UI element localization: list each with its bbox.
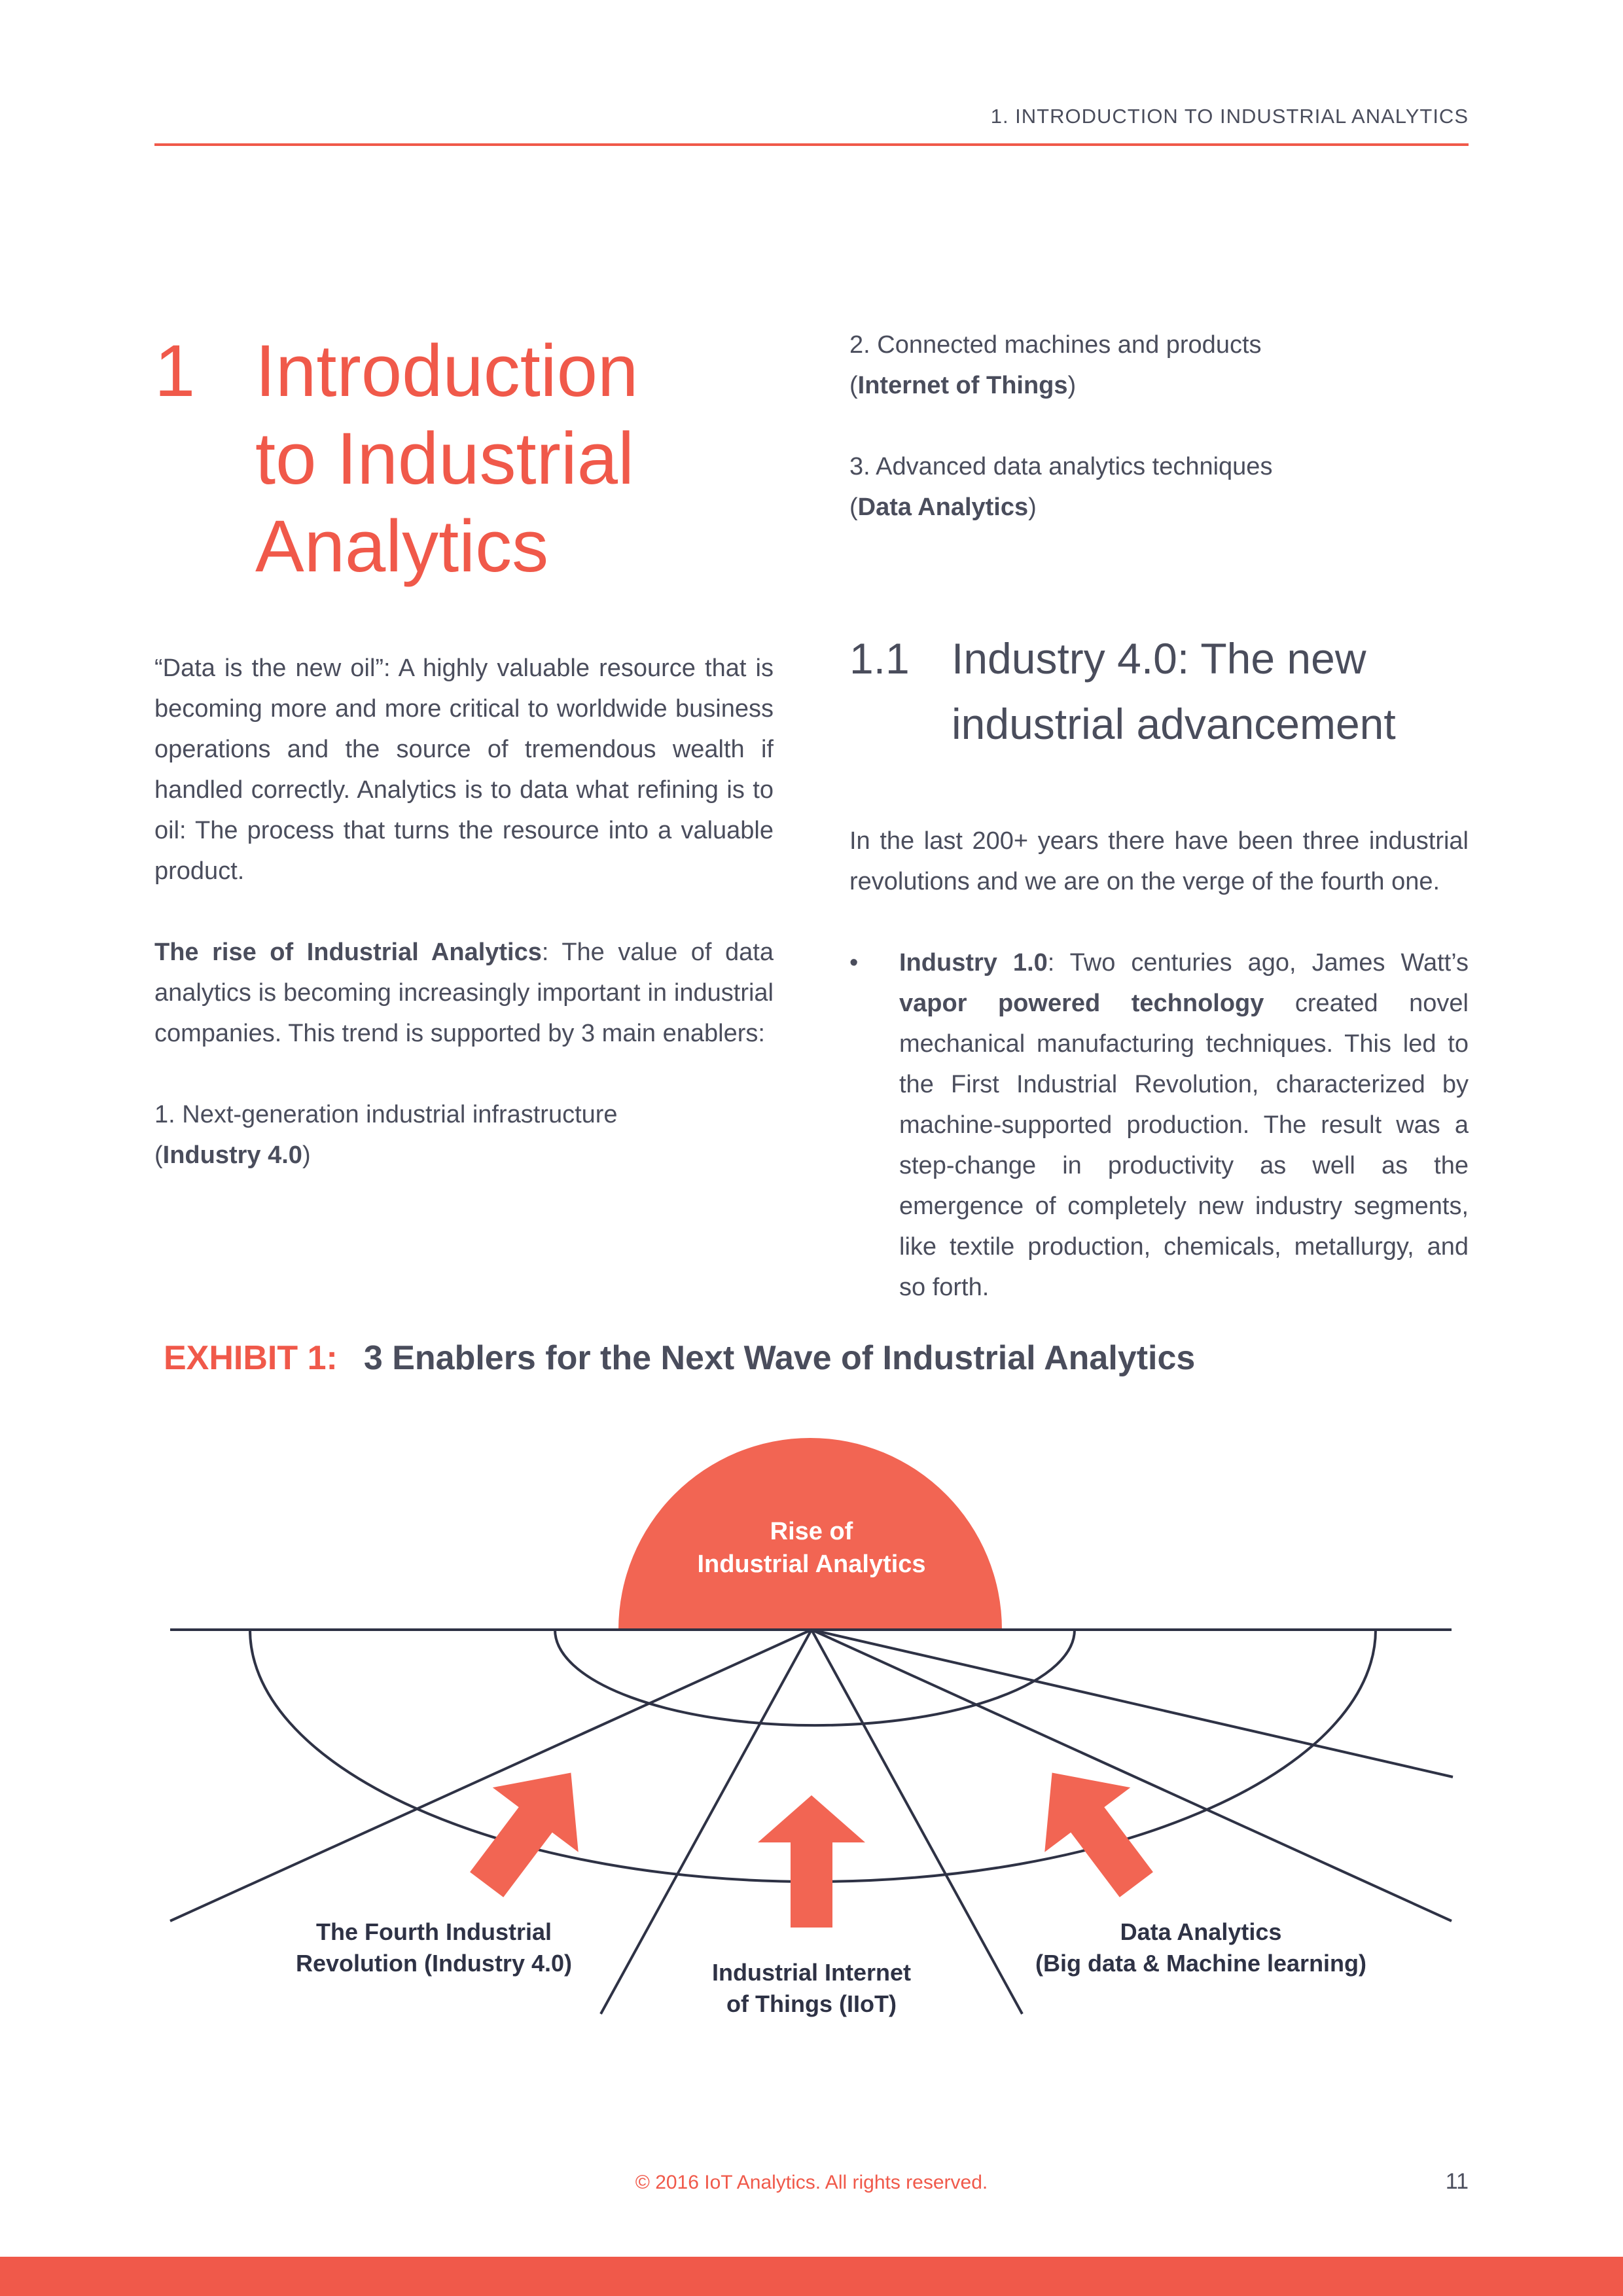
center-label-line-2: Industrial Analytics (697, 1551, 926, 1578)
section-title: Industry 4.0: The new industrial advancement (952, 634, 1396, 748)
label-data-analytics-line-1: Data Analytics (1120, 1918, 1282, 1945)
header-rule (154, 143, 1469, 146)
exhibit-title: 3 Enablers for the Next Wave of Industrial Analytics (363, 1339, 1196, 1377)
chapter-title-line-1: Introduction (255, 330, 639, 412)
arrow-middle-shape (758, 1795, 865, 1928)
label-industry-4-line-2: Revolution (Industry 4.0) (295, 1950, 573, 1977)
label-data-analytics (1005, 1916, 1397, 1979)
chapter-number: 1 (154, 330, 196, 412)
exhibit-heading (164, 1338, 1195, 1378)
chapter-title-line-3: Analytics (255, 505, 549, 587)
label-industry-4-line-1: The Fourth Industrial (316, 1918, 552, 1945)
ray-center-left (601, 1630, 812, 2014)
bullet-text-part-1: : Two centuries ago, James Watt’s (1047, 949, 1469, 977)
center-label-line-1: Rise of (770, 1518, 853, 1545)
exhibit-label: EXHIBIT 1: (164, 1339, 338, 1377)
bullet-emphasis: vapor powered technology (899, 990, 1264, 1017)
enabler-2-bold: Internet of Things (857, 372, 1068, 399)
enabler-2: 2. Connected machines and products (Internet of Things) (849, 331, 1262, 399)
section-number: 1.1 (849, 634, 910, 683)
label-iiot-line-1: Industrial Internet (711, 1959, 912, 1986)
bullet-text-part-2: created novel mechanical manufacturing techniques. This led to the First Industrial Revolution, characterized by machine-supported production. The result was a step-change in productivity as well as the emergence of completely new industry segments, like textile production, chemicals, metallurgy, and so forth. (899, 990, 1469, 1301)
section-intro: In the last 200+ years there have been three industrial revolutions and we are on the verge of the fourth one. (849, 827, 1469, 895)
label-iiot-line-2: of Things (IIoT) (726, 1990, 897, 2017)
arrow-right-shape (1009, 1740, 1179, 1917)
left-column (154, 648, 774, 1216)
bullet-text (899, 942, 1469, 1308)
center-label (681, 1515, 942, 1581)
footer-copyright: © 2016 IoT Analytics. All rights reserved. (635, 2172, 988, 2193)
arrow-right-icon (1009, 1740, 1179, 1917)
rise-paragraph (154, 932, 774, 1054)
ray-far-right (812, 1630, 1453, 1777)
enablers-diagram (0, 1401, 1623, 2055)
section-heading (849, 626, 1469, 757)
enabler-3-text: 3. Advanced data analytics techniques (849, 453, 1273, 480)
label-iiot (612, 1957, 1011, 2020)
bullet-dot-icon: • (849, 949, 859, 977)
bullet-heading: Industry 1.0 (899, 949, 1048, 977)
right-column (849, 325, 1469, 1308)
enabler-2-text: 2. Connected machines and products (849, 331, 1262, 359)
enabler-3-bold: Data Analytics (857, 493, 1029, 521)
chapter-title (255, 327, 648, 590)
intro-paragraph: “Data is the new oil”: A highly valuable resource that is becoming more and more critical to worldwide business operations and the source of tremendous wealth if handled correctly. Analytics is to data what refining is to oil: The process that turns the resource into a valuable product. (154, 655, 774, 885)
rise-heading: The rise of Industrial Analytics (154, 939, 542, 966)
page-number: 11 (1445, 2169, 1469, 2194)
running-header: 1. INTRODUCTION TO INDUSTRIAL ANALYTICS (990, 105, 1469, 128)
enabler-3: 3. Advanced data analytics techniques (Data Analytics) (849, 453, 1273, 521)
ray-center-right (812, 1630, 1022, 2014)
label-data-analytics-line-2: (Big data & Machine learning) (1035, 1950, 1367, 1977)
rise-text: : The value of data analytics is becoming increasingly important in industrial companies. This trend is supported by 3 main enablers: (154, 939, 774, 1047)
footer-bar (0, 2257, 1623, 2296)
arrow-middle-icon (758, 1795, 865, 1928)
enabler-1-text: 1. Next-generation industrial infrastructure (154, 1101, 618, 1128)
bullet-item (849, 942, 1469, 1308)
chapter-title-line-2: to Industrial (255, 418, 634, 499)
enabler-1-bold: Industry 4.0 (162, 1141, 302, 1169)
label-industry-4 (238, 1916, 630, 1979)
enabler-1: 1. Next-generation industrial infrastructure (Industry 4.0) (154, 1101, 618, 1169)
